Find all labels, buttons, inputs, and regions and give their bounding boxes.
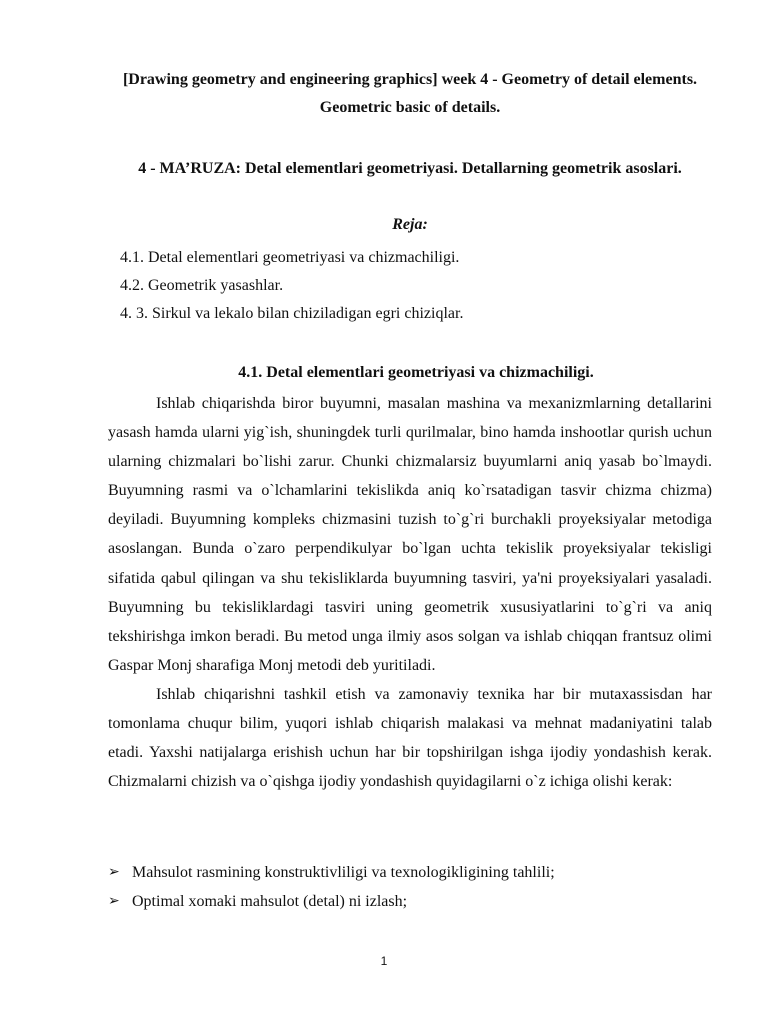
plan-item: 4.1. Detal elementlari geometriyasi va chizmachiligi. bbox=[120, 249, 460, 266]
paragraph: Ishlab chiqarishni tashkil etish va zamonaviy texnika har bir mutaxassisdan har tomonlama chuqur bilim, yuqori ishlab chiqarish malakasi va mehnat madaniyatini talab etadi. Yaxshi natijalarga erishish uchun har bir topshirilgan ishga ijodiy yondashish kerak. Chizmalarni chizish va o`qishga ijodiy yondashish quyidagilarni o`z ichiga olishi kerak: bbox=[108, 685, 712, 791]
plan-item: 4. 3. Sirkul va lekalo bilan chiziladigan egri chiziqlar. bbox=[120, 305, 464, 322]
plan-heading: Reja: bbox=[392, 216, 428, 233]
bullet-text: Optimal xomaki mahsulot (detal) ni izlash; bbox=[132, 893, 408, 910]
bullet-list bbox=[108, 858, 555, 916]
document-title: [Drawing geometry and engineering graphics] week 4 - Geometry of detail elements. Geometric basic of details. bbox=[122, 71, 698, 116]
lecture-title: 4 - MA’RUZA: Detal elementlari geometriyasi. Detallarning geometrik asoslari. bbox=[138, 160, 682, 177]
plan-item: 4.2. Geometrik yasashlar. bbox=[120, 277, 284, 294]
paragraph: Ishlab chiqarishda biror buyumni, masalan mashina va mexanizmlarning detallarini yasash hamda ularni yig`ish, shuningdek turli qurilmalar, bino hamda inshootlar qurish uchun ularning chizmalari bo`lishi zarur. Chunki chizmalarsiz buyumlarni aniq yasab bo`lmaydi. Buyumning rasmi va o`lchamlarini tekislikda aniq ko`rsatadigan tasvir chizma chizma) deyiladi. Buyumning kompleks chizmasini tuzish to`g`ri burchakli proyeksiyalar metodiga asoslangan. Bunda o`zaro perpendikulyar bo`lgan uchta tekislik proyeksiyalar tekisligi sifatida qabul qilingan va shu tekisliklarda buyumning tasviri, ya'ni proyeksiyalari yasaladi. Buyumning bu tekisliklardagi tasviri uning geometrik xususiyatlarini to`g`ri va aniq tekshirishga imkon beradi. Bu metod unga ilmiy asos solgan va ishlab chiqqan frantsuz olimi Gaspar Monj sharafiga Monj metodi deb yuritiladi. bbox=[108, 395, 712, 674]
arrow-bullet-icon: ➢ bbox=[108, 865, 120, 880]
bullet-text: Mahsulot rasmining konstruktivliligi va texnologikligining tahlili; bbox=[132, 864, 555, 881]
body-text bbox=[108, 389, 712, 796]
bullet-item bbox=[108, 858, 555, 887]
page-number: 1 bbox=[380, 954, 388, 968]
plan-list bbox=[120, 244, 463, 328]
section-heading: 4.1. Detal elementlari geometriyasi va chizmachiligi. bbox=[238, 364, 594, 381]
bullet-item bbox=[108, 887, 555, 916]
arrow-bullet-icon: ➢ bbox=[108, 894, 120, 909]
